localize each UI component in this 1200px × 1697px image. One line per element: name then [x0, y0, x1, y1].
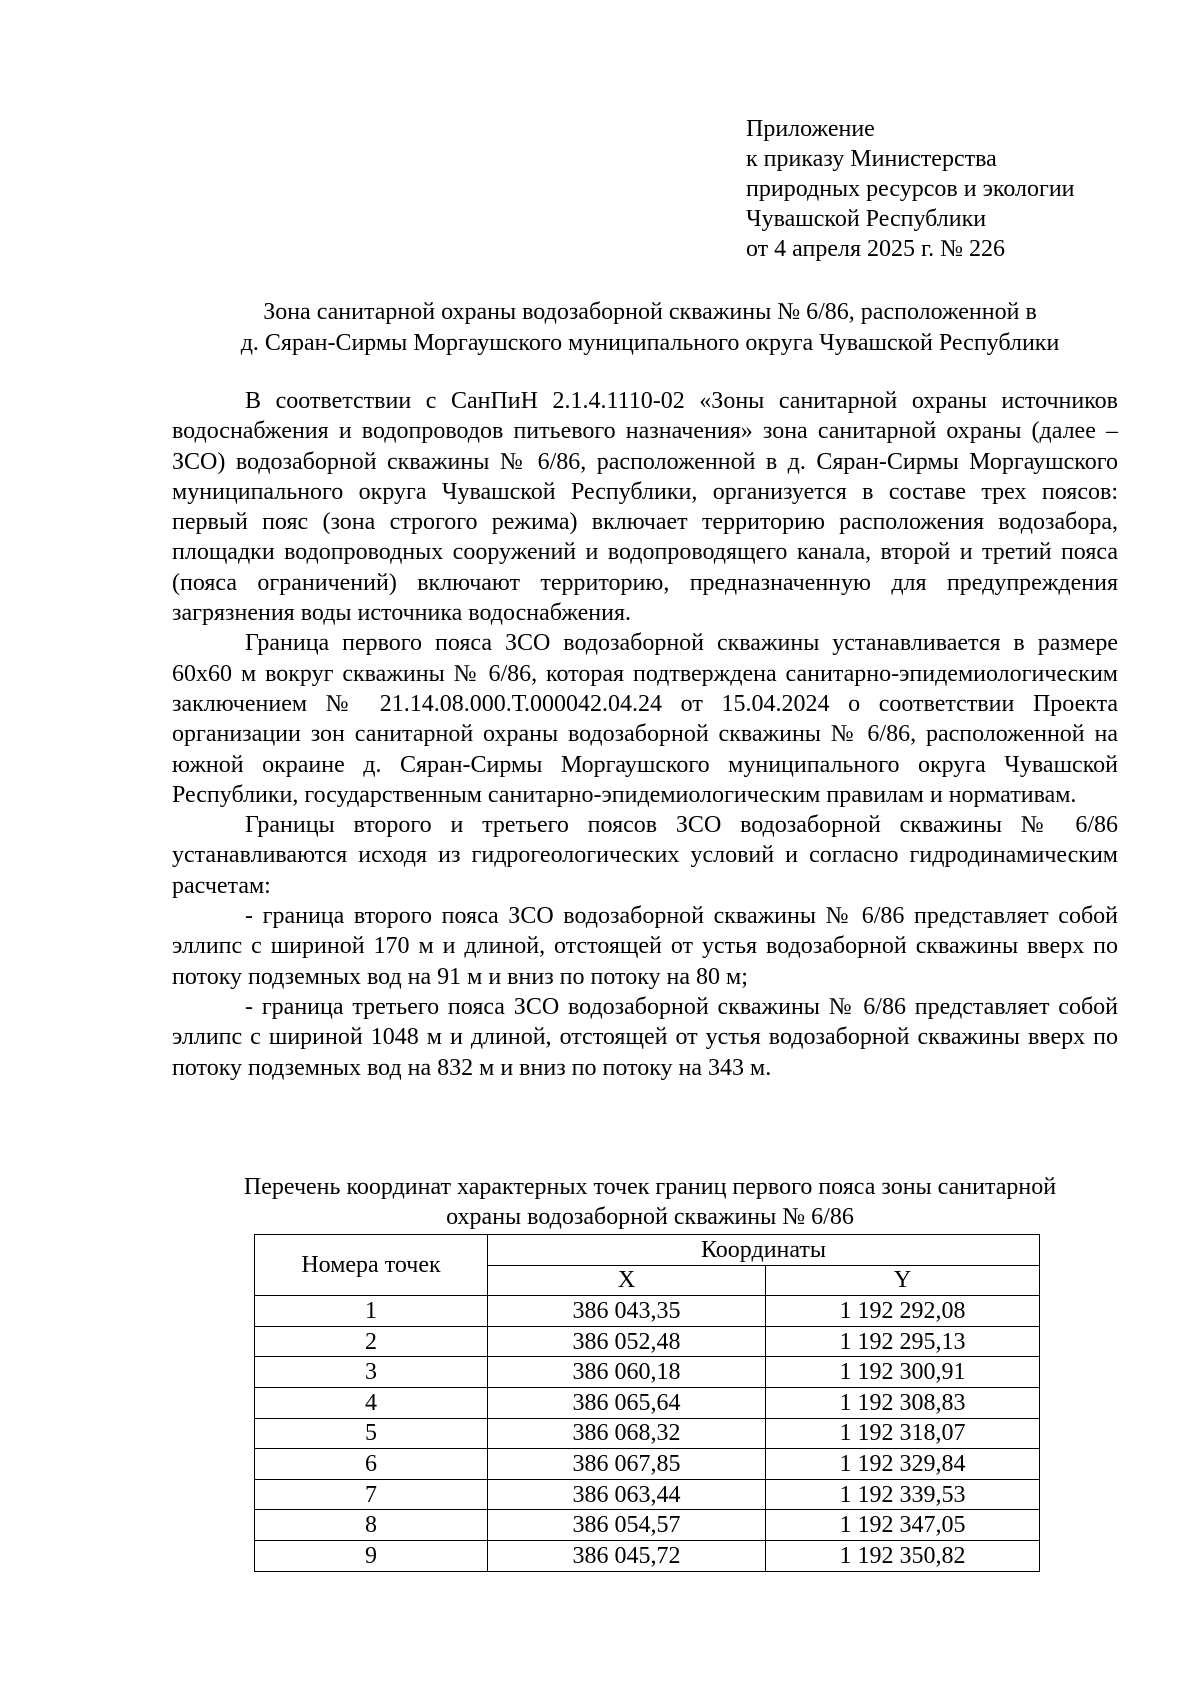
table-row — [255, 1449, 1040, 1480]
header-y: Y — [766, 1265, 1040, 1296]
title-line: Зона санитарной охраны водозаборной скважины № 6/86, расположенной в — [263, 299, 1037, 325]
paragraph: - граница второго пояса ЗСО водозаборной скважины № 6/86 представляет собой эллипс с шириной 170 м и длиной, отстоящей от устья водозаборной скважины вверх по потоку подземных вод на 91 м и вниз по потоку на 80 м; — [172, 903, 1118, 990]
coord-y: 1 192 300,91 — [766, 1357, 1040, 1388]
document-body — [172, 386, 1118, 1083]
appendix-line: Приложение — [746, 116, 875, 142]
table-header-row — [255, 1235, 1040, 1266]
coord-x: 386 065,64 — [488, 1387, 766, 1418]
table-row — [255, 1418, 1040, 1449]
appendix-block — [746, 114, 1075, 264]
table-row — [255, 1357, 1040, 1388]
coord-y: 1 192 339,53 — [766, 1479, 1040, 1510]
coord-x: 386 068,32 — [488, 1418, 766, 1449]
table-row — [255, 1510, 1040, 1541]
coord-y: 1 192 308,83 — [766, 1387, 1040, 1418]
document-title — [150, 297, 1150, 359]
paragraph: - граница третьего пояса ЗСО водозаборной скважины № 6/86 представляет собой эллипс с шириной 1048 м и длиной, отстоящей от устья водозаборной скважины вверх по потоку подземных вод на 832 м и вниз по потоку на 343 м. — [172, 993, 1118, 1081]
point-number: 6 — [255, 1449, 488, 1480]
coordinates-table — [254, 1234, 1040, 1572]
coord-y: 1 192 350,82 — [766, 1540, 1040, 1571]
coord-y: 1 192 295,13 — [766, 1326, 1040, 1357]
coord-x: 386 060,18 — [488, 1357, 766, 1388]
point-number: 9 — [255, 1540, 488, 1571]
table-row — [255, 1326, 1040, 1357]
header-x: X — [488, 1265, 766, 1296]
header-points: Номера точек — [255, 1235, 488, 1296]
coord-x: 386 054,57 — [488, 1510, 766, 1541]
coord-x: 386 067,85 — [488, 1449, 766, 1480]
table-row — [255, 1387, 1040, 1418]
table-row — [255, 1296, 1040, 1327]
point-number: 1 — [255, 1296, 488, 1327]
point-number: 3 — [255, 1357, 488, 1388]
paragraph: Граница первого пояса ЗСО водозаборной скважины устанавливается в размере 60х60 м вокруг скважины № 6/86, которая подтверждена санитарно-эпидемиологическим заключением № 21.14.08.000.Т.000042.04.24 от 15.04.2024 о соответствии Проекта организации зон санитарной охраны водозаборной скважины № 6/86, расположенной на южной окраине д. Сяран-Сирмы Моргаушского муниципального округа Чувашской Республики, государственным санитарно-эпидемиологическим правилам и нормативам. — [172, 630, 1118, 808]
coord-y: 1 192 292,08 — [766, 1296, 1040, 1327]
appendix-line: от 4 апреля 2025 г. № 226 — [746, 236, 1006, 262]
title-line: д. Сяран-Сирмы Моргаушского муниципального округа Чувашской Республики — [240, 330, 1060, 356]
coord-y: 1 192 347,05 — [766, 1510, 1040, 1541]
point-number: 4 — [255, 1387, 488, 1418]
table-row — [255, 1479, 1040, 1510]
coord-y: 1 192 329,84 — [766, 1449, 1040, 1480]
caption-line: Перечень координат характерных точек границ первого пояса зоны санитарной — [243, 1174, 1057, 1200]
point-number: 7 — [255, 1479, 488, 1510]
coord-x: 386 043,35 — [488, 1296, 766, 1327]
coord-y: 1 192 318,07 — [766, 1418, 1040, 1449]
coord-x: 386 063,44 — [488, 1479, 766, 1510]
appendix-line: Чувашской Республики — [746, 206, 987, 232]
point-number: 2 — [255, 1326, 488, 1357]
paragraph: В соответствии с СанПиН 2.1.4.1110-02 «Зоны санитарной охраны источников водоснабжения и водопроводов питьевого назначения» зона санитарной охраны (далее – ЗСО) водозаборной скважины № 6/86, расположенной в д. Сяран-Сирмы Моргаушского муниципального округа Чувашской Республики, организуется в составе трех поясов: первый пояс (зона строгого режима) включает территорию расположения водозабора, площадки водопроводных сооружений и водопроводящего канала, второй и третий пояса (пояса ограничений) включают территорию, предназначенную для предупреждения загрязнения воды источника водоснабжения. — [172, 388, 1118, 627]
paragraph: Границы второго и третьего поясов ЗСО водозаборной скважины № 6/86 устанавливаются исходя из гидрогеологических условий и согласно гидродинамическим расчетам: — [172, 812, 1118, 899]
appendix-line: к приказу Министерства — [746, 146, 997, 172]
point-number: 8 — [255, 1510, 488, 1541]
point-number: 5 — [255, 1418, 488, 1449]
header-coordinates: Координаты — [488, 1235, 1040, 1266]
table-row — [255, 1540, 1040, 1571]
appendix-line: природных ресурсов и экологии — [746, 176, 1075, 202]
table-caption — [150, 1172, 1150, 1232]
coord-x: 386 045,72 — [488, 1540, 766, 1571]
coord-x: 386 052,48 — [488, 1326, 766, 1357]
caption-line: охраны водозаборной скважины № 6/86 — [446, 1204, 854, 1230]
